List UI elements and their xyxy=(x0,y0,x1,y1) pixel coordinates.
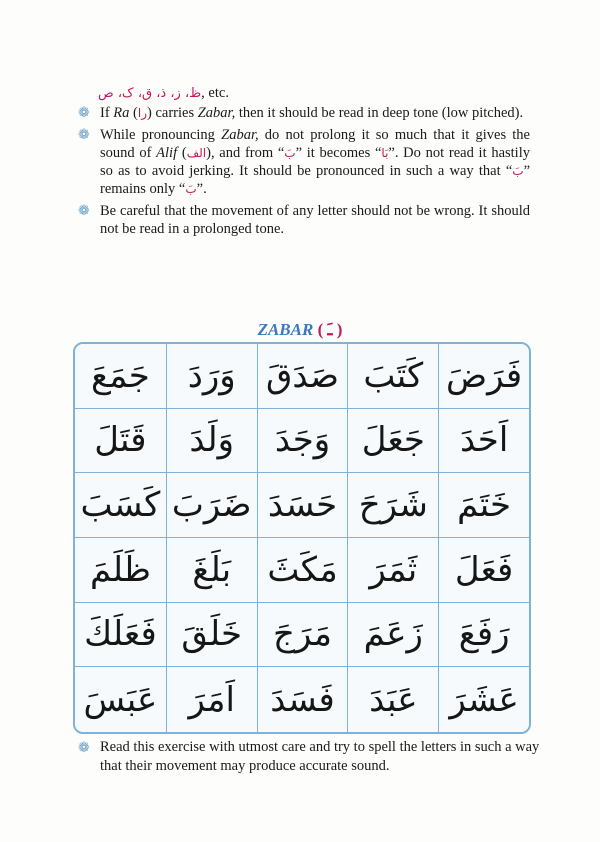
arabic-ba: بَ xyxy=(284,146,296,160)
word-cell: فَعَلَكَ xyxy=(75,603,166,668)
bullet-text: ( xyxy=(129,105,138,121)
word-cell: خَلَقَ xyxy=(166,603,257,668)
word-cell: ظَلَمَ xyxy=(75,538,166,603)
bullet-list xyxy=(78,104,530,242)
gear-flower-icon: ❁ xyxy=(78,740,90,756)
word-cell: ثَمَرَ xyxy=(347,538,438,603)
term-ra: Ra xyxy=(113,105,130,121)
word-cell: فَسَدَ xyxy=(257,667,348,732)
arabic-baa: بَا xyxy=(381,146,389,160)
word-cell: رَفَعَ xyxy=(438,603,529,668)
bullet-text: ( xyxy=(177,145,187,161)
word-cell: جَعَلَ xyxy=(347,409,438,474)
bullet-text: ”. Do not read it hastily so as to avoid jerking. It should be pronounced in such a way that “ xyxy=(100,145,530,179)
word-cell: وَرَدَ xyxy=(166,344,257,409)
gear-flower-icon: ❁ xyxy=(78,105,90,121)
term-zabar: Zabar, xyxy=(221,127,259,143)
footer-text: Read this exercise with utmost care and try to spell the letters in such a way that their movement may produce accurate sound. xyxy=(100,739,540,774)
word-cell: بَلَغَ xyxy=(166,538,257,603)
word-cell: اَحَدَ xyxy=(438,409,529,474)
word-cell: فَرَضَ xyxy=(438,344,529,409)
word-cell: عَبَسَ xyxy=(75,667,166,732)
word-cell: حَسَدَ xyxy=(257,473,348,538)
bullet-text: ), and from “ xyxy=(206,145,285,161)
word-cell: كَسَبَ xyxy=(75,473,166,538)
term-zabar: Zabar, xyxy=(197,105,236,121)
word-cell: زَعَمَ xyxy=(347,603,438,668)
word-cell: مَكَثَ xyxy=(257,538,348,603)
word-cell: وَجَدَ xyxy=(257,409,348,474)
table-title xyxy=(0,320,600,340)
bullet-text: ”. xyxy=(196,181,207,197)
intro-line xyxy=(98,84,229,103)
bullet-text: then it should be read in deep tone (low pitched). xyxy=(235,105,524,121)
word-cell: اَمَرَ xyxy=(166,667,257,732)
zabar-mark: ( ـَ ) xyxy=(317,320,343,339)
bullet-careful xyxy=(78,202,530,238)
bullet-text: While pronouncing xyxy=(100,127,222,143)
bullet-text: If xyxy=(100,105,114,121)
word-cell: مَرَجَ xyxy=(257,603,348,668)
gear-flower-icon: ❁ xyxy=(78,203,90,219)
word-cell: عَبَدَ xyxy=(347,667,438,732)
intro-arabic-letters: ظ، ز، ذ، ق، ک، ص xyxy=(98,86,202,101)
word-cell: فَعَلَ xyxy=(438,538,529,603)
arabic-ba: بَ xyxy=(185,182,197,196)
word-cell: صَدَقَ xyxy=(257,344,348,409)
word-cell: ضَرَبَ xyxy=(166,473,257,538)
zabar-word-grid xyxy=(73,342,531,734)
word-cell: جَمَعَ xyxy=(75,344,166,409)
word-cell: كَتَبَ xyxy=(347,344,438,409)
bullet-text: ) carries xyxy=(147,105,198,121)
word-cell: عَشَرَ xyxy=(438,667,529,732)
term-alif: Alif xyxy=(156,145,178,161)
bullet-text: ” it becomes “ xyxy=(295,145,382,161)
bullet-prolong xyxy=(78,126,530,198)
bullet-text: Be careful that the movement of any letter should not be wrong. It should not be read in a prolonged tone. xyxy=(100,203,530,237)
arabic-alif: الف xyxy=(186,146,207,160)
bullet-text: do not prolong it so much that it gives the sound of xyxy=(100,127,530,161)
word-cell: شَرَحَ xyxy=(347,473,438,538)
word-cell: خَتَمَ xyxy=(438,473,529,538)
arabic-ba: بَ xyxy=(512,164,524,178)
gear-flower-icon: ❁ xyxy=(78,127,90,143)
table-title-text: ZABAR xyxy=(257,320,314,339)
arabic-ra: را xyxy=(137,106,148,120)
word-cell: وَلَدَ xyxy=(166,409,257,474)
intro-suffix: , etc. xyxy=(201,85,229,101)
footer-note xyxy=(78,738,560,776)
word-cell: قَتَلَ xyxy=(75,409,166,474)
bullet-text: ” remains only “ xyxy=(100,163,530,197)
bullet-ra xyxy=(78,104,530,122)
